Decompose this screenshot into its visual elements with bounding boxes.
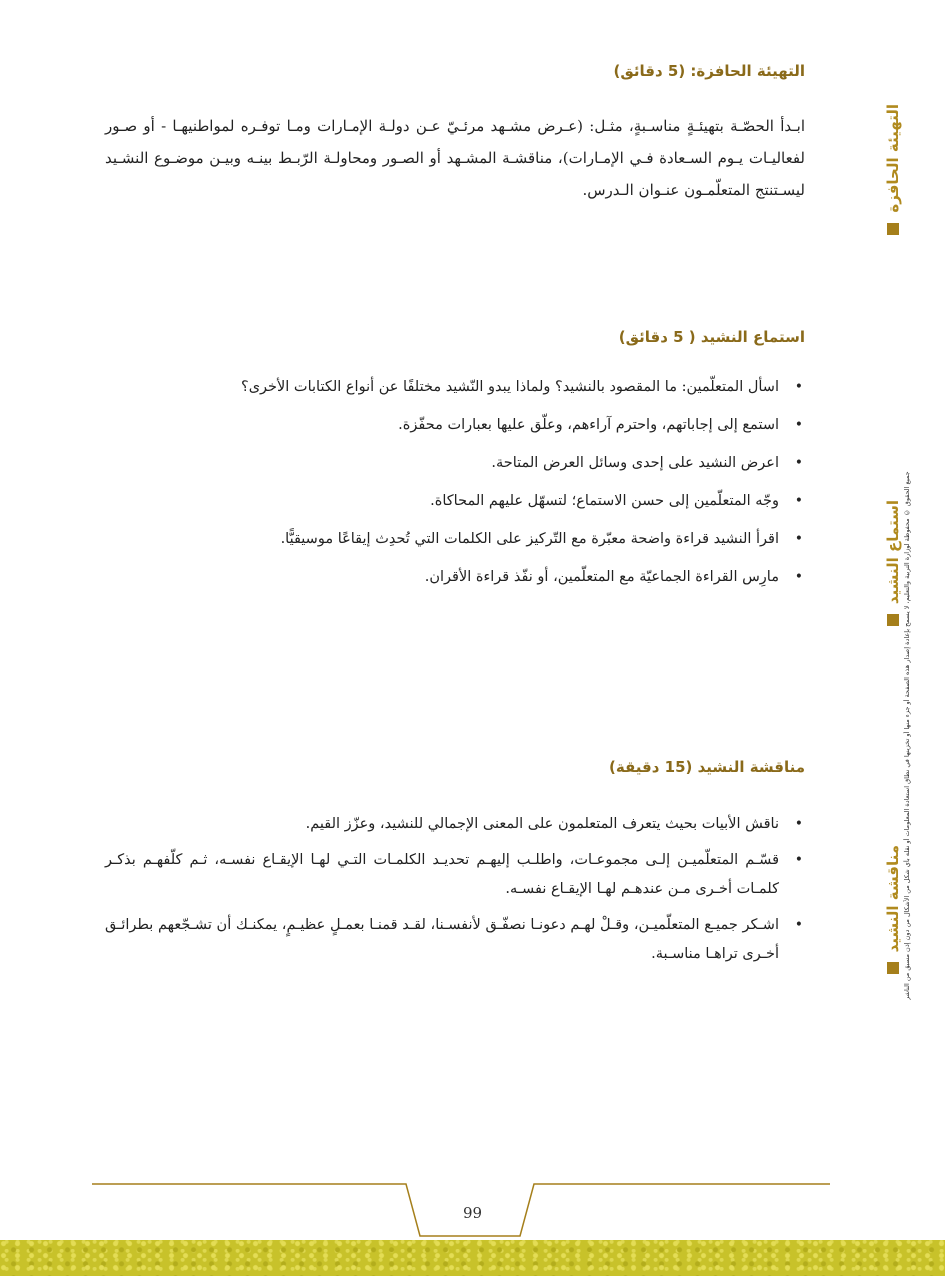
list-item-text: مارِس القراءة الجماعيّة مع المتعلّمين، أو نفّذ قراءة الأقران. — [424, 569, 779, 585]
side-tab-marker — [887, 223, 899, 235]
bullet-icon: • — [794, 417, 803, 433]
list-item — [105, 564, 805, 591]
section-heading: استماع النشيد ( 5 دقائق) — [618, 328, 805, 346]
bullet-icon: • — [794, 455, 803, 471]
list-item — [105, 526, 805, 553]
side-tab-label: التهيئة الحافزة — [884, 104, 902, 213]
side-tab-discussion — [881, 845, 905, 974]
list-item-text: اسأل المتعلّمين: ما المقصود بالنشيد؟ ولماذا يبدو النّشيد مختلفًا عن أنواع الكتابات الأخرى؟ — [241, 379, 779, 395]
side-tab-warmup — [881, 104, 905, 235]
list-item-text: ناقش الأبيات بحيث يتعرف المتعلمون على المعنى الإجمالي للنشيد، وعزّز القيم. — [305, 816, 779, 832]
bullet-list — [105, 374, 805, 591]
bottom-decorative-band — [0, 1240, 945, 1276]
bullet-icon: • — [794, 569, 803, 585]
list-item-text: وجّه المتعلّمين إلى حسن الاستماع؛ لتسهّل عليهم المحاكاة. — [430, 493, 779, 509]
bullet-icon: • — [794, 493, 803, 509]
side-tab-marker — [887, 962, 899, 974]
section-listening — [105, 328, 805, 602]
page-number: 99 — [462, 1204, 483, 1222]
list-item-text: اشـكر جميـع المتعلّميـن، وقـلْ لهـم دعونـا نصفّـق لأنفسـنا، لقـد قمنـا بعمـلٍ عظيـمٍ، يمكنـك أن تشـجّعهم بطرائـق أخـرى تراهـا مناسـبة. — [105, 917, 779, 962]
bullet-icon: • — [794, 816, 803, 832]
section-discussion — [105, 758, 805, 976]
list-item-text: اعرض النشيد على إحدى وسائل العرض المتاحة. — [491, 455, 779, 471]
list-item — [105, 846, 805, 904]
list-item — [105, 488, 805, 515]
section-warmup — [105, 62, 805, 206]
side-tab-listening — [881, 500, 905, 626]
list-item — [105, 374, 805, 401]
section-heading: التهيئة الحافزة: (5 دقائق) — [613, 62, 805, 80]
section-heading: مناقشة النشيد (15 دقيقة) — [609, 758, 805, 776]
side-tab-marker — [887, 614, 899, 626]
bullet-icon: • — [794, 531, 803, 547]
list-item — [105, 911, 805, 969]
side-tab-label: مناقشة النشيد — [884, 845, 902, 953]
bullet-icon: • — [794, 852, 803, 868]
list-item — [105, 412, 805, 439]
list-item-text: قسّـم المتعلّميـن إلـى مجموعـات، واطلـب إليهـم تحديـد الكلمـات التـي لهـا الإيقـاع نفسـه، ثـم كلّفهـم بذكـر كلمـات أخـرى مـن عندهـم لهـا الإيقـاع نفسـه. — [105, 852, 779, 897]
bullet-icon: • — [794, 917, 803, 933]
bullet-list — [105, 810, 805, 969]
copyright-notice: جميع الحقوق © محفوظة لوزارة التربية والتعليم، لا يسمح بإعادة إصدار هذه الصفحة أو جزء منها أو تخزينها في نطاق استعادة المعلومات أو نقله بأي شكل من الأشكال من دون إذن مسبق من الناشر — [903, 471, 911, 1000]
list-item-text: استمع إلى إجاباتهم، واحترم آراءهم، وعلّق عليها بعبارات محفّزة. — [398, 417, 779, 433]
side-tab-label: استماع النشيد — [884, 500, 902, 605]
section-paragraph: ابـدأ الحصّـة بتهيئـةٍ مناسـبةٍ، مثـل: (عـرض مشـهد مرئـيّ عـن دولـة الإمـارات ومـا توفـره لمواطنيهـا - أو صـور لفعاليـات يـوم السـعادة فـي الإمـارات)، مناقشـة المشـهد أو الصـور ومحاولـة الرّبـط بينـه وبيـن موضـوع النشـيد ليسـتنتج المتعلّمـون عنـوان الـدرس. — [105, 117, 805, 199]
bullet-icon: • — [794, 379, 803, 395]
list-item — [105, 450, 805, 477]
list-item-text: اقرأ النشيد قراءة واضحة معبّرة مع التّركيز على الكلمات التي تُحدِث إيقاعًا موسيقيًّا. — [280, 531, 779, 547]
list-item — [105, 810, 805, 839]
